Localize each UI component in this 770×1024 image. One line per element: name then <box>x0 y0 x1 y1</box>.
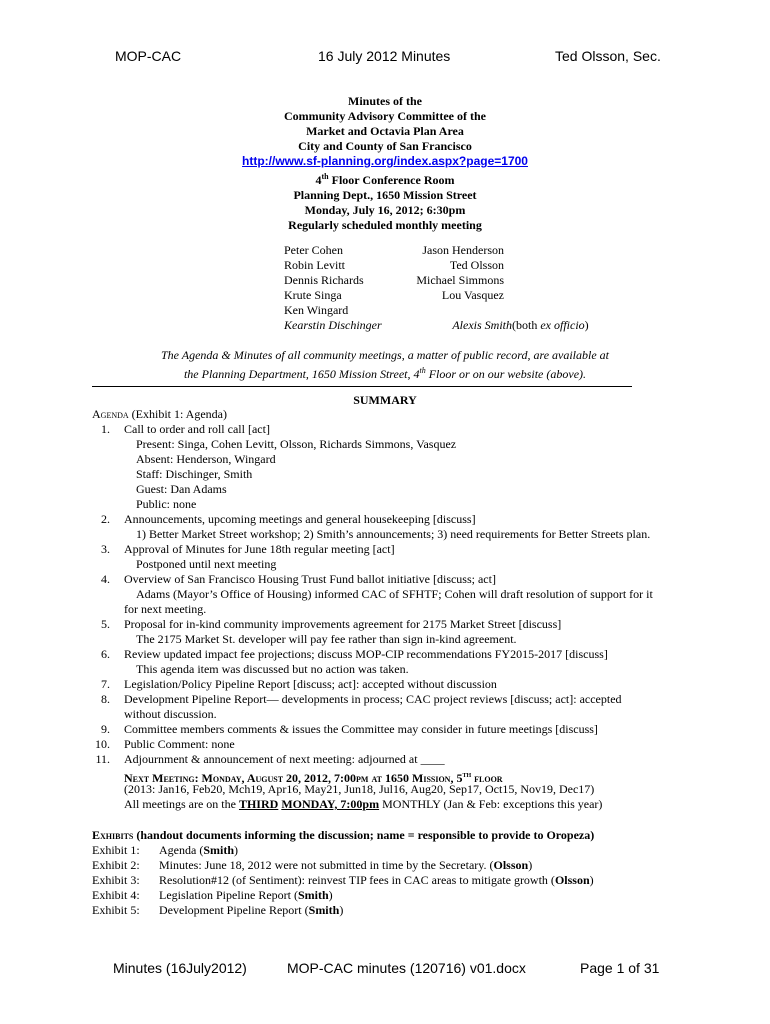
agenda-line <box>92 452 692 467</box>
members-list <box>284 243 604 333</box>
member-row: Ken Wingard <box>284 303 349 317</box>
agenda-text: Postponed until next meeting <box>136 557 277 571</box>
agenda-line <box>92 512 692 527</box>
agenda-text: Review updated impact fee projections; discuss MOP-CIP recommendations FY2015-2017 [discuss] <box>124 647 608 661</box>
header-center: 16 July 2012 Minutes <box>318 48 451 64</box>
agenda-text: Staff: Dischinger, Smith <box>136 467 253 481</box>
exhibit-text: Agenda (Smith) <box>159 843 239 857</box>
member-row: Dennis Richards Michael Simmons <box>284 273 504 287</box>
agenda-line <box>92 692 692 707</box>
agenda-text: Announcements, upcoming meetings and general housekeeping [discuss] <box>124 512 476 526</box>
agenda-line <box>92 647 692 662</box>
agenda-text: Adams (Mayor’s Office of Housing) informed CAC of SFHTF; Cohen will draft resolution of support for it <box>136 587 653 601</box>
agenda-number: 3. <box>101 542 110 556</box>
date-line: Monday, July 16, 2012; 6:30pm <box>304 203 466 217</box>
exhibit-text: Resolution#12 (of Sentiment): reinvest TIP fees in CAC areas to mitigate growth (Olsson) <box>159 873 594 887</box>
meeting-schedule: All meetings are on the THIRD MONDAY, 7:00pm MONTHLY (Jan & Feb: exceptions this year) <box>124 797 603 811</box>
agenda-text: Adjournment & announcement of next meeting: adjourned at ____ <box>124 752 445 766</box>
summary-heading: SUMMARY <box>353 393 417 407</box>
agenda-text: Development Pipeline Report— developments in process; CAC project reviews [discuss; act]: accepted <box>124 692 622 706</box>
page-footer <box>0 960 770 980</box>
agenda-line <box>92 632 692 647</box>
footer-center: MOP-CAC minutes (120716) v01.docx <box>287 960 526 976</box>
divider <box>92 386 632 387</box>
title-line3: Market and Octavia Plan Area <box>306 124 464 138</box>
agenda-number: 5. <box>101 617 110 631</box>
agenda-line <box>92 752 692 767</box>
exhibit-text: Development Pipeline Report (Smith) <box>159 903 344 917</box>
exhibit-line <box>92 903 692 918</box>
website-link[interactable]: http://www.sf-planning.org/index.aspx?page=1700 <box>242 154 528 168</box>
footer-left: Minutes (16July2012) <box>113 960 247 976</box>
header-right: Ted Olsson, Sec. <box>555 48 661 64</box>
member-row: Krute Singa Lou Vasquez <box>284 288 504 302</box>
agenda-number: 11. <box>95 752 110 766</box>
next-meeting-line: Next Meeting: Monday, August 20, 2012, 7:00pm at 1650 Mission, 5th floor <box>124 770 503 785</box>
agenda-number: 8. <box>101 692 110 706</box>
exhibit-line <box>92 873 692 888</box>
exhibit-line <box>92 858 692 873</box>
agenda-line <box>92 617 692 632</box>
agenda-line <box>92 602 692 617</box>
agenda-text: Public: none <box>136 497 197 511</box>
agenda-number: 7. <box>101 677 110 691</box>
address-line: Planning Dept., 1650 Mission Street <box>293 188 477 202</box>
agenda-line <box>92 542 692 557</box>
agenda-text: This agenda item was discussed but no action was taken. <box>136 662 409 676</box>
header-left: MOP-CAC <box>115 48 182 64</box>
agenda-text: Public Comment: none <box>124 737 235 751</box>
agenda-line <box>92 662 692 677</box>
exhibit-label: Exhibit 3: <box>92 873 140 887</box>
exhibit-label: Exhibit 2: <box>92 858 140 872</box>
exhibit-text: Minutes: June 18, 2012 were not submitted in time by the Secretary. (Olsson) <box>159 858 533 872</box>
agenda-text: The 2175 Market St. developer will pay fee rather than sign in-kind agreement. <box>136 632 517 646</box>
footer-right: Page 1 of 31 <box>580 960 660 976</box>
agenda-number: 10. <box>95 737 110 751</box>
agenda-line <box>92 482 692 497</box>
exhibit-label: Exhibit 5: <box>92 903 140 917</box>
agenda-text: Guest: Dan Adams <box>136 482 227 496</box>
agenda-heading: Agenda (Exhibit 1: Agenda) <box>92 407 227 421</box>
exhibit-text: Legislation Pipeline Report (Smith) <box>159 888 333 902</box>
agenda-text: Committee members comments & issues the Committee may consider in future meetings [discuss] <box>124 722 598 736</box>
next-meeting-dates: (2013: Jan16, Feb20, Mch19, Apr16, May21, Jun18, Jul16, Aug20, Sep17, Oct15, Nov19, Dec17) <box>124 782 595 796</box>
agenda-number: 9. <box>101 722 110 736</box>
agenda-text: Legislation/Policy Pipeline Report [discuss; act]: accepted without discussion <box>124 677 497 691</box>
agenda-line <box>92 737 692 752</box>
agenda-section <box>92 407 692 812</box>
member-row: Peter Cohen Jason Henderson <box>284 243 504 257</box>
title-line2: Community Advisory Committee of the <box>284 109 486 123</box>
room-line: 4th Floor Conference Room <box>315 172 455 187</box>
agenda-text: Approval of Minutes for June 18th regular meeting [act] <box>124 542 395 556</box>
agenda-text: Present: Singa, Cohen Levitt, Olsson, Richards Simmons, Vasquez <box>136 437 457 451</box>
exhibits-section <box>92 828 692 918</box>
exhibit-line <box>92 843 692 858</box>
agenda-text: Overview of San Francisco Housing Trust Fund ballot initiative [discuss; act] <box>124 572 496 586</box>
agenda-line <box>92 722 692 737</box>
agenda-text: Call to order and roll call [act] <box>124 422 270 436</box>
agenda-number: 2. <box>101 512 110 526</box>
title-line4: City and County of San Francisco <box>298 139 472 153</box>
meeting-type-line: Regularly scheduled monthly meeting <box>288 218 482 232</box>
agenda-line <box>92 497 692 512</box>
agenda-line <box>92 677 692 692</box>
agenda-line <box>92 467 692 482</box>
agenda-number: 4. <box>101 572 110 586</box>
agenda-number: 6. <box>101 647 110 661</box>
agenda-line <box>92 527 692 542</box>
page-header <box>0 48 770 68</box>
agenda-text: Proposal for in-kind community improvements agreement for 2175 Market Street [discuss] <box>124 617 562 631</box>
title-block <box>0 94 770 233</box>
member-row: Robin Levitt Ted Olsson <box>284 258 504 272</box>
agenda-line <box>92 707 692 722</box>
exhibit-label: Exhibit 1: <box>92 843 140 857</box>
exhibit-line <box>92 888 692 903</box>
agenda-line <box>92 587 692 602</box>
exhibits-heading: Exhibits (handout documents informing the discussion; name = responsible to provide to Oropeza) <box>92 828 595 842</box>
public-record-note: The Agenda & Minutes of all community meetings, a matter of public record, are available at the Planning Department, 1650 Mission Street, 4th Floor or on our website (above). <box>160 348 610 381</box>
agenda-text: Absent: Henderson, Wingard <box>136 452 276 466</box>
agenda-line <box>92 422 692 437</box>
ex-officio-row: Kearstin Dischinger Alexis Smith (both ex officio) <box>284 318 589 332</box>
agenda-number: 1. <box>101 422 110 436</box>
agenda-line <box>92 437 692 452</box>
agenda-line <box>92 572 692 587</box>
exhibit-label: Exhibit 4: <box>92 888 140 902</box>
title-line1: Minutes of the <box>348 94 422 108</box>
agenda-text: without discussion. <box>124 707 217 721</box>
agenda-line <box>92 557 692 572</box>
agenda-text: for next meeting. <box>124 602 207 616</box>
agenda-text: 1) Better Market Street workshop; 2) Smith’s announcements; 3) need requirements for Better Streets plan. <box>136 527 651 541</box>
